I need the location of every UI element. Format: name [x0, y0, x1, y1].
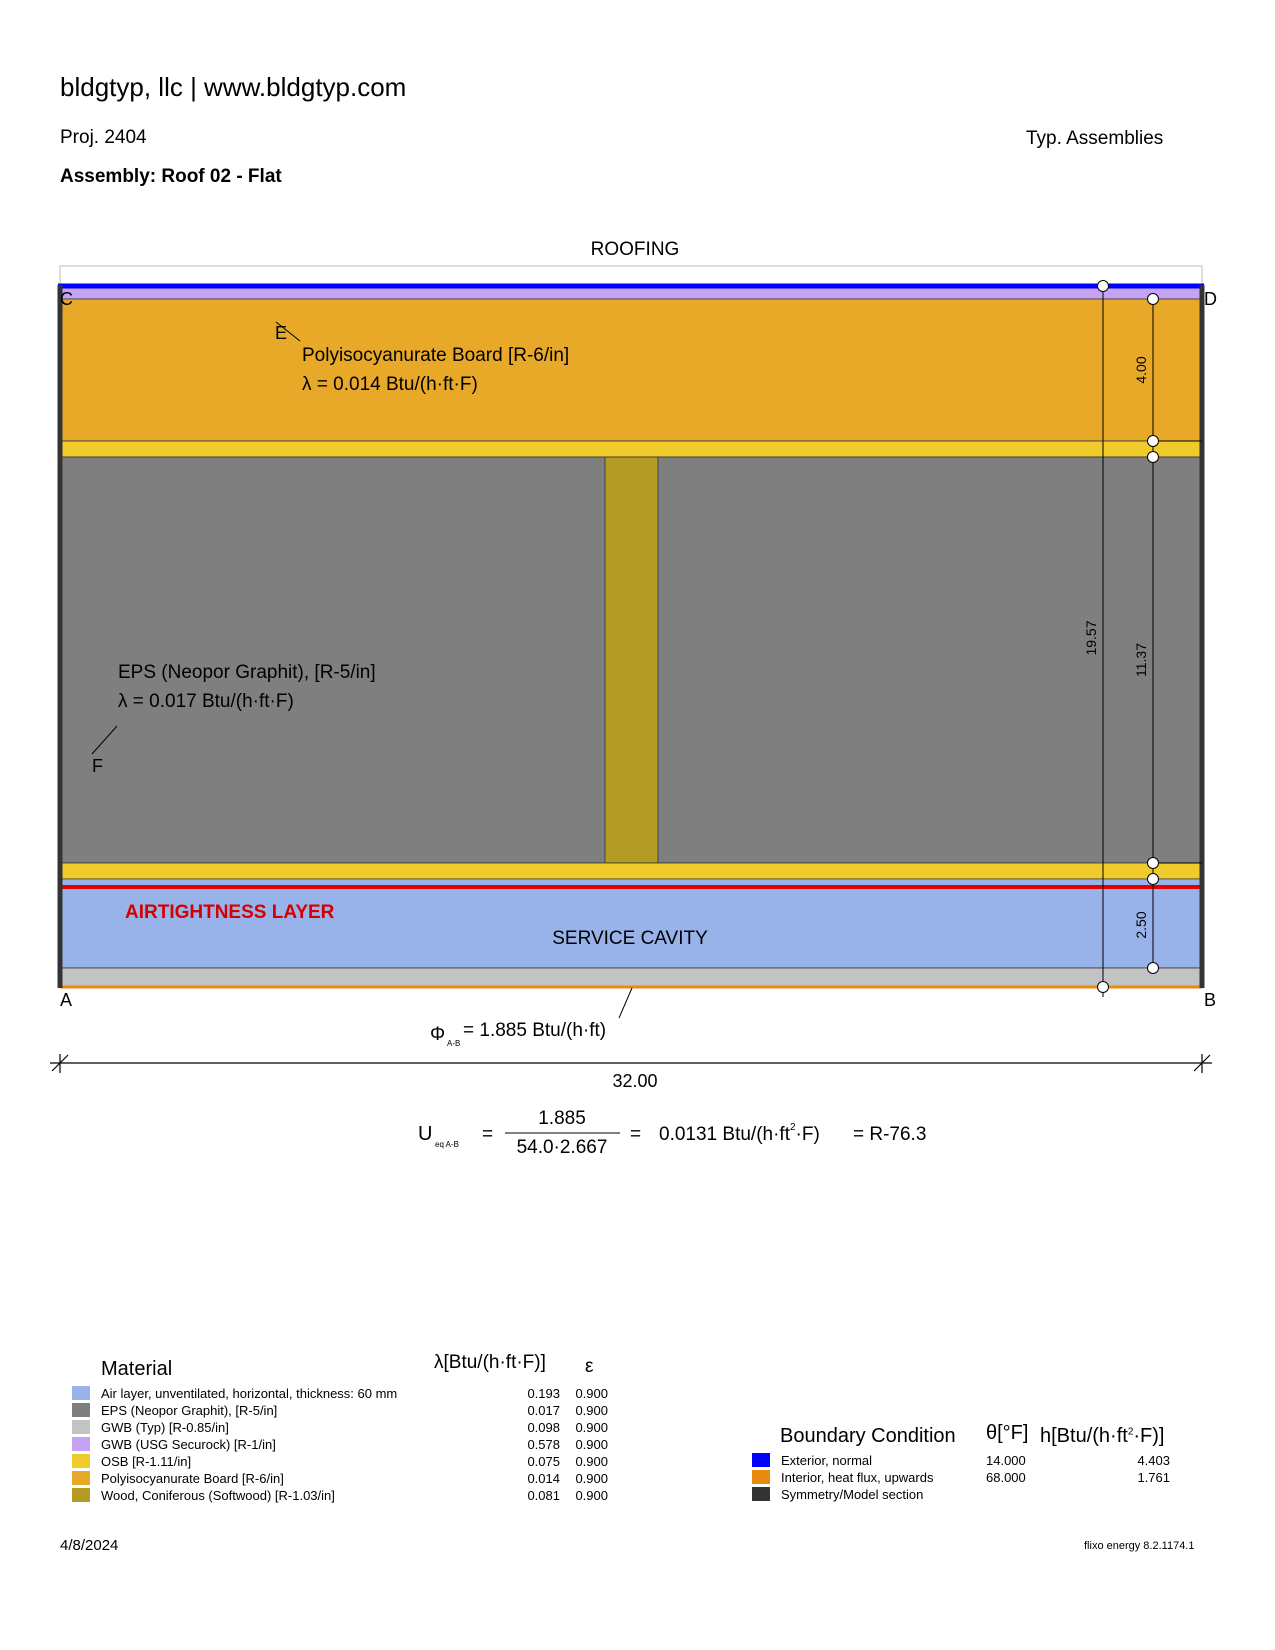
material-swatch: [72, 1471, 90, 1485]
h-header: $h[Btu/(h\cdot ft^2\cdot F)]$: [1040, 1425, 1165, 1447]
width-dimension-text: 32.00: [612, 1071, 658, 1091]
eps-callout-name: EPS (Neopor Graphit), [R-5/in]: [118, 662, 376, 683]
dim-cavity: 2.50: [1133, 911, 1149, 939]
material-epsilon: 0.900: [575, 1471, 608, 1486]
dim-node-6: [1148, 858, 1159, 869]
gwb-securock-layer: [60, 288, 1202, 299]
flux-leader: [619, 988, 632, 1018]
formula-eq2: =: [630, 1124, 642, 1145]
material-swatch: [72, 1386, 90, 1400]
material-lambda: 0.578: [527, 1437, 560, 1452]
material-lambda: 0.014: [527, 1471, 560, 1486]
theta-header: θ[°F]: [986, 1422, 1029, 1444]
service-cavity-label: SERVICE CAVITY: [552, 928, 708, 949]
dim-node-3: [1148, 294, 1159, 305]
boundary-h: 4.403: [1137, 1453, 1170, 1468]
boundary-h: 1.761: [1137, 1470, 1170, 1485]
corner-b: B: [1204, 990, 1217, 1010]
flux-value: = 1.885 Btu/(h·ft): [463, 1020, 607, 1041]
polyiso-callout-lambda: λ = 0.014 Btu/(h·ft·F): [302, 374, 478, 395]
material-swatch: [72, 1454, 90, 1468]
corner-c: C: [60, 289, 73, 309]
wood-joist: [605, 457, 658, 863]
dim-node-4: [1148, 436, 1159, 447]
material-swatch: [72, 1403, 90, 1417]
formula-eq1: =: [482, 1124, 494, 1145]
flux-subscript: A-B: [447, 1039, 461, 1048]
dim-node-7: [1148, 874, 1159, 885]
boundary-swatch: [752, 1487, 770, 1501]
material-epsilon: 0.900: [575, 1454, 608, 1469]
material-name: GWB (Typ) [R-0.85/in]: [101, 1420, 229, 1435]
project-number: Proj. 2404: [60, 127, 147, 148]
point-f-label: F: [92, 756, 103, 776]
material-epsilon: 0.900: [575, 1386, 608, 1401]
material-epsilon: 0.900: [575, 1437, 608, 1452]
airtightness-label: AIRTIGHTNESS LAYER: [125, 902, 335, 923]
material-epsilon: 0.900: [575, 1403, 608, 1418]
air-gap-strip: [60, 879, 1202, 886]
boundary-header: Boundary Condition: [780, 1425, 956, 1447]
dim-total: 19.57: [1083, 620, 1099, 656]
formula-r-value: = R-76.3: [853, 1124, 927, 1145]
polyiso-callout-name: Polyisocyanurate Board [R-6/in]: [302, 345, 570, 366]
formula-result: 0.0131 Btu/$(h\cdot ft^2\cdot F)$: [659, 1122, 820, 1145]
formula-denominator: 54.0·2.667: [516, 1137, 608, 1158]
material-lambda: 0.081: [527, 1488, 560, 1503]
gwb-layer: [60, 968, 1202, 986]
dim-node-5: [1148, 452, 1159, 463]
material-epsilon: 0.900: [575, 1420, 608, 1435]
material-name: Wood, Coniferous (Softwood) [R-1.03/in]: [101, 1488, 335, 1503]
boundary-name: Symmetry/Model section: [781, 1487, 924, 1502]
boundary-theta: 14.000: [986, 1453, 1026, 1468]
polyiso-layer: [60, 299, 1202, 441]
dim-node-8: [1148, 963, 1159, 974]
footer-software: flixo energy 8.2.1174.1: [1084, 1540, 1195, 1552]
material-lambda: 0.098: [527, 1420, 560, 1435]
dim-polyiso: 4.00: [1133, 356, 1149, 384]
corner-d: D: [1204, 289, 1217, 309]
boundary-name: Exterior, normal: [781, 1453, 873, 1468]
dim-node-2: [1098, 982, 1109, 993]
material-lambda: 0.017: [527, 1403, 560, 1418]
eps-callout-lambda: λ = 0.017 Btu/(h·ft·F): [118, 691, 294, 712]
formula-numerator: 1.885: [538, 1108, 586, 1129]
flux-symbol: Φ: [430, 1024, 446, 1045]
material-name: EPS (Neopor Graphit), [R-5/in]: [101, 1403, 278, 1418]
lambda-header: λ[Btu/(h·ft·F)]: [434, 1352, 546, 1373]
material-name: GWB (USG Securock) [R-1/in]: [101, 1437, 276, 1452]
boundary-swatch: [752, 1453, 770, 1467]
material-name: OSB [R-1.11/in]: [101, 1454, 192, 1469]
material-name: Polyisocyanurate Board [R-6/in]: [101, 1471, 284, 1486]
formula-u: U: [418, 1123, 433, 1145]
material-epsilon: 0.900: [575, 1488, 608, 1503]
material-lambda: 0.075: [527, 1454, 560, 1469]
category-label: Typ. Assemblies: [1026, 128, 1164, 149]
material-swatch: [72, 1420, 90, 1434]
footer-date: 4/8/2024: [60, 1537, 119, 1554]
boundary-theta: 68.000: [986, 1470, 1026, 1485]
osb-bottom-layer: [60, 863, 1202, 879]
material-swatch: [72, 1437, 90, 1451]
point-e-label: E: [275, 323, 288, 343]
company-name: bldgtyp, llc | www.bldgtyp.com: [60, 72, 407, 102]
formula-u-subscript: eq A-B: [435, 1140, 460, 1149]
assembly-title: Assembly: Roof 02 - Flat: [60, 166, 282, 187]
dim-node-1: [1098, 281, 1109, 292]
corner-a: A: [60, 990, 73, 1010]
boundary-name: Interior, heat flux, upwards: [781, 1470, 934, 1485]
osb-top-layer: [60, 441, 1202, 457]
material-header: Material: [101, 1358, 173, 1380]
material-lambda: 0.193: [527, 1386, 560, 1401]
boundary-swatch: [752, 1470, 770, 1484]
material-swatch: [72, 1488, 90, 1502]
roofing-label: ROOFING: [590, 239, 680, 260]
material-name: Air layer, unventilated, horizontal, thickness: 60 mm: [101, 1386, 398, 1401]
dim-eps: 11.37: [1133, 643, 1149, 677]
epsilon-header: ε: [585, 1356, 594, 1377]
